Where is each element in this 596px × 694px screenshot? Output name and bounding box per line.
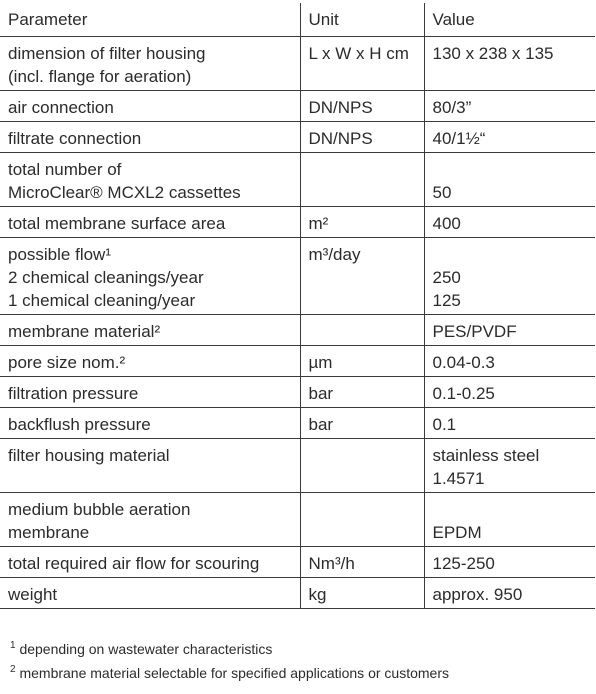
unit-cell [300, 377, 424, 408]
parameter-cell [0, 207, 300, 238]
cell-line: filtrate connection [8, 129, 142, 148]
cell-line: kg [308, 585, 327, 604]
table-row [0, 207, 595, 238]
cell-line: 0.1-0.25 [432, 384, 495, 403]
table-row [0, 346, 595, 377]
parameter-cell [0, 493, 300, 547]
cell-line: bar [308, 415, 334, 434]
value-cell [424, 493, 595, 547]
cell-line: 50 [432, 183, 452, 202]
table-row [0, 37, 595, 91]
cell-line: bar [308, 384, 334, 403]
cell-line: 2 chemical cleanings/year [8, 268, 204, 287]
value-cell [424, 207, 595, 238]
parameter-cell [0, 578, 300, 609]
value-cell [424, 91, 595, 122]
parameter-cell [0, 315, 300, 346]
cell-line: MicroClear® MCXL2 cassettes [8, 183, 241, 202]
unit-cell [300, 578, 424, 609]
cell-line: L x W x H cm [308, 44, 409, 63]
cell-line: total required air flow for scouring [8, 554, 260, 573]
cell-line: m² [308, 214, 329, 233]
cell-line: filter housing material [8, 446, 170, 465]
header-unit: Unit [300, 3, 424, 37]
unit-cell [300, 207, 424, 238]
value-cell [424, 315, 595, 346]
table-row [0, 439, 595, 493]
cell-line: weight [8, 585, 58, 604]
value-cell [424, 377, 595, 408]
blank-line [433, 243, 588, 266]
cell-line: (incl. flange for aeration) [8, 67, 192, 86]
unit-cell [300, 37, 424, 91]
cell-line: total number of [8, 160, 122, 179]
cell-line: EPDM [432, 523, 482, 542]
table-row [0, 578, 595, 609]
blank-line [309, 181, 416, 204]
blank-line [309, 444, 416, 467]
parameter-cell [0, 547, 300, 578]
cell-line: PES/PVDF [432, 322, 517, 341]
unit-cell [300, 122, 424, 153]
value-cell [424, 439, 595, 493]
cell-line: Nm³/h [308, 554, 355, 573]
cell-line: 250 [432, 268, 461, 287]
cell-line: membrane material² [8, 322, 161, 341]
cell-line: 1.4571 [432, 469, 485, 488]
blank-line [309, 498, 416, 521]
value-cell [424, 547, 595, 578]
cell-line: possible flow¹ [8, 245, 111, 264]
unit-cell [300, 91, 424, 122]
cell-line: µm [308, 353, 333, 372]
cell-line: stainless steel [432, 446, 540, 465]
unit-cell [300, 439, 424, 493]
parameter-cell [0, 37, 300, 91]
header-value: Value [424, 3, 595, 37]
blank-line [309, 467, 416, 490]
cell-line: total membrane surface area [8, 214, 226, 233]
table-row [0, 315, 595, 346]
cell-line: 80/3” [432, 98, 472, 117]
cell-line: backflush pressure [8, 415, 151, 434]
cell-line: 400 [432, 214, 461, 233]
parameter-cell [0, 439, 300, 493]
footnote-2: $^2$ membrane material selectable for specified applications or customers [10, 664, 449, 681]
cell-line: membrane [8, 523, 90, 542]
value-cell [424, 153, 595, 207]
unit-cell [300, 238, 424, 315]
blank-line [309, 289, 416, 312]
cell-line: DN/NPS [308, 98, 373, 117]
footnote-1: $^1$ depending on wastewater characteristics [10, 640, 273, 657]
parameter-cell [0, 238, 300, 315]
unit-cell [300, 346, 424, 377]
cell-line: DN/NPS [308, 129, 373, 148]
value-cell [424, 408, 595, 439]
blank-line [309, 266, 416, 289]
table-row [0, 91, 595, 122]
cell-line: 0.1 [432, 415, 457, 434]
table-row [0, 408, 595, 439]
table-row [0, 238, 595, 315]
value-cell [424, 122, 595, 153]
unit-cell [300, 315, 424, 346]
parameter-cell [0, 377, 300, 408]
spec-table [0, 3, 595, 609]
blank-line [309, 521, 416, 544]
blank-line [309, 320, 416, 343]
cell-line: 130 x 238 x 135 [432, 44, 554, 63]
cell-line: medium bubble aeration [8, 500, 191, 519]
parameter-cell [0, 153, 300, 207]
cell-line: pore size nom.² [8, 353, 126, 372]
blank-line [309, 65, 416, 88]
unit-cell [300, 408, 424, 439]
cell-line: filtration pressure [8, 384, 139, 403]
cell-line: approx. 950 [432, 585, 523, 604]
table-row [0, 153, 595, 207]
parameter-cell [0, 346, 300, 377]
unit-cell [300, 547, 424, 578]
blank-line [433, 158, 588, 181]
unit-cell [300, 493, 424, 547]
blank-line [8, 467, 292, 490]
value-cell [424, 238, 595, 315]
cell-line: 125-250 [432, 554, 495, 573]
cell-line: dimension of filter housing [8, 44, 206, 63]
header-row [0, 3, 595, 37]
table-row [0, 122, 595, 153]
blank-line [309, 158, 416, 181]
parameter-cell [0, 408, 300, 439]
header-parameter: Parameter [0, 3, 300, 37]
value-cell [424, 346, 595, 377]
cell-line: air connection [8, 98, 114, 117]
value-cell [424, 578, 595, 609]
cell-line: 0.04-0.3 [432, 353, 495, 372]
blank-line [433, 498, 588, 521]
cell-line: 125 [432, 291, 461, 310]
cell-line: 1 chemical cleaning/year [8, 291, 196, 310]
parameter-cell [0, 91, 300, 122]
cell-line: m³/day [308, 245, 361, 264]
table-row [0, 377, 595, 408]
parameter-cell [0, 122, 300, 153]
blank-line [433, 65, 588, 88]
cell-line: 40/1½“ [432, 129, 486, 148]
unit-cell [300, 153, 424, 207]
table-row [0, 547, 595, 578]
value-cell [424, 37, 595, 91]
footnotes [10, 637, 449, 685]
table-row [0, 493, 595, 547]
